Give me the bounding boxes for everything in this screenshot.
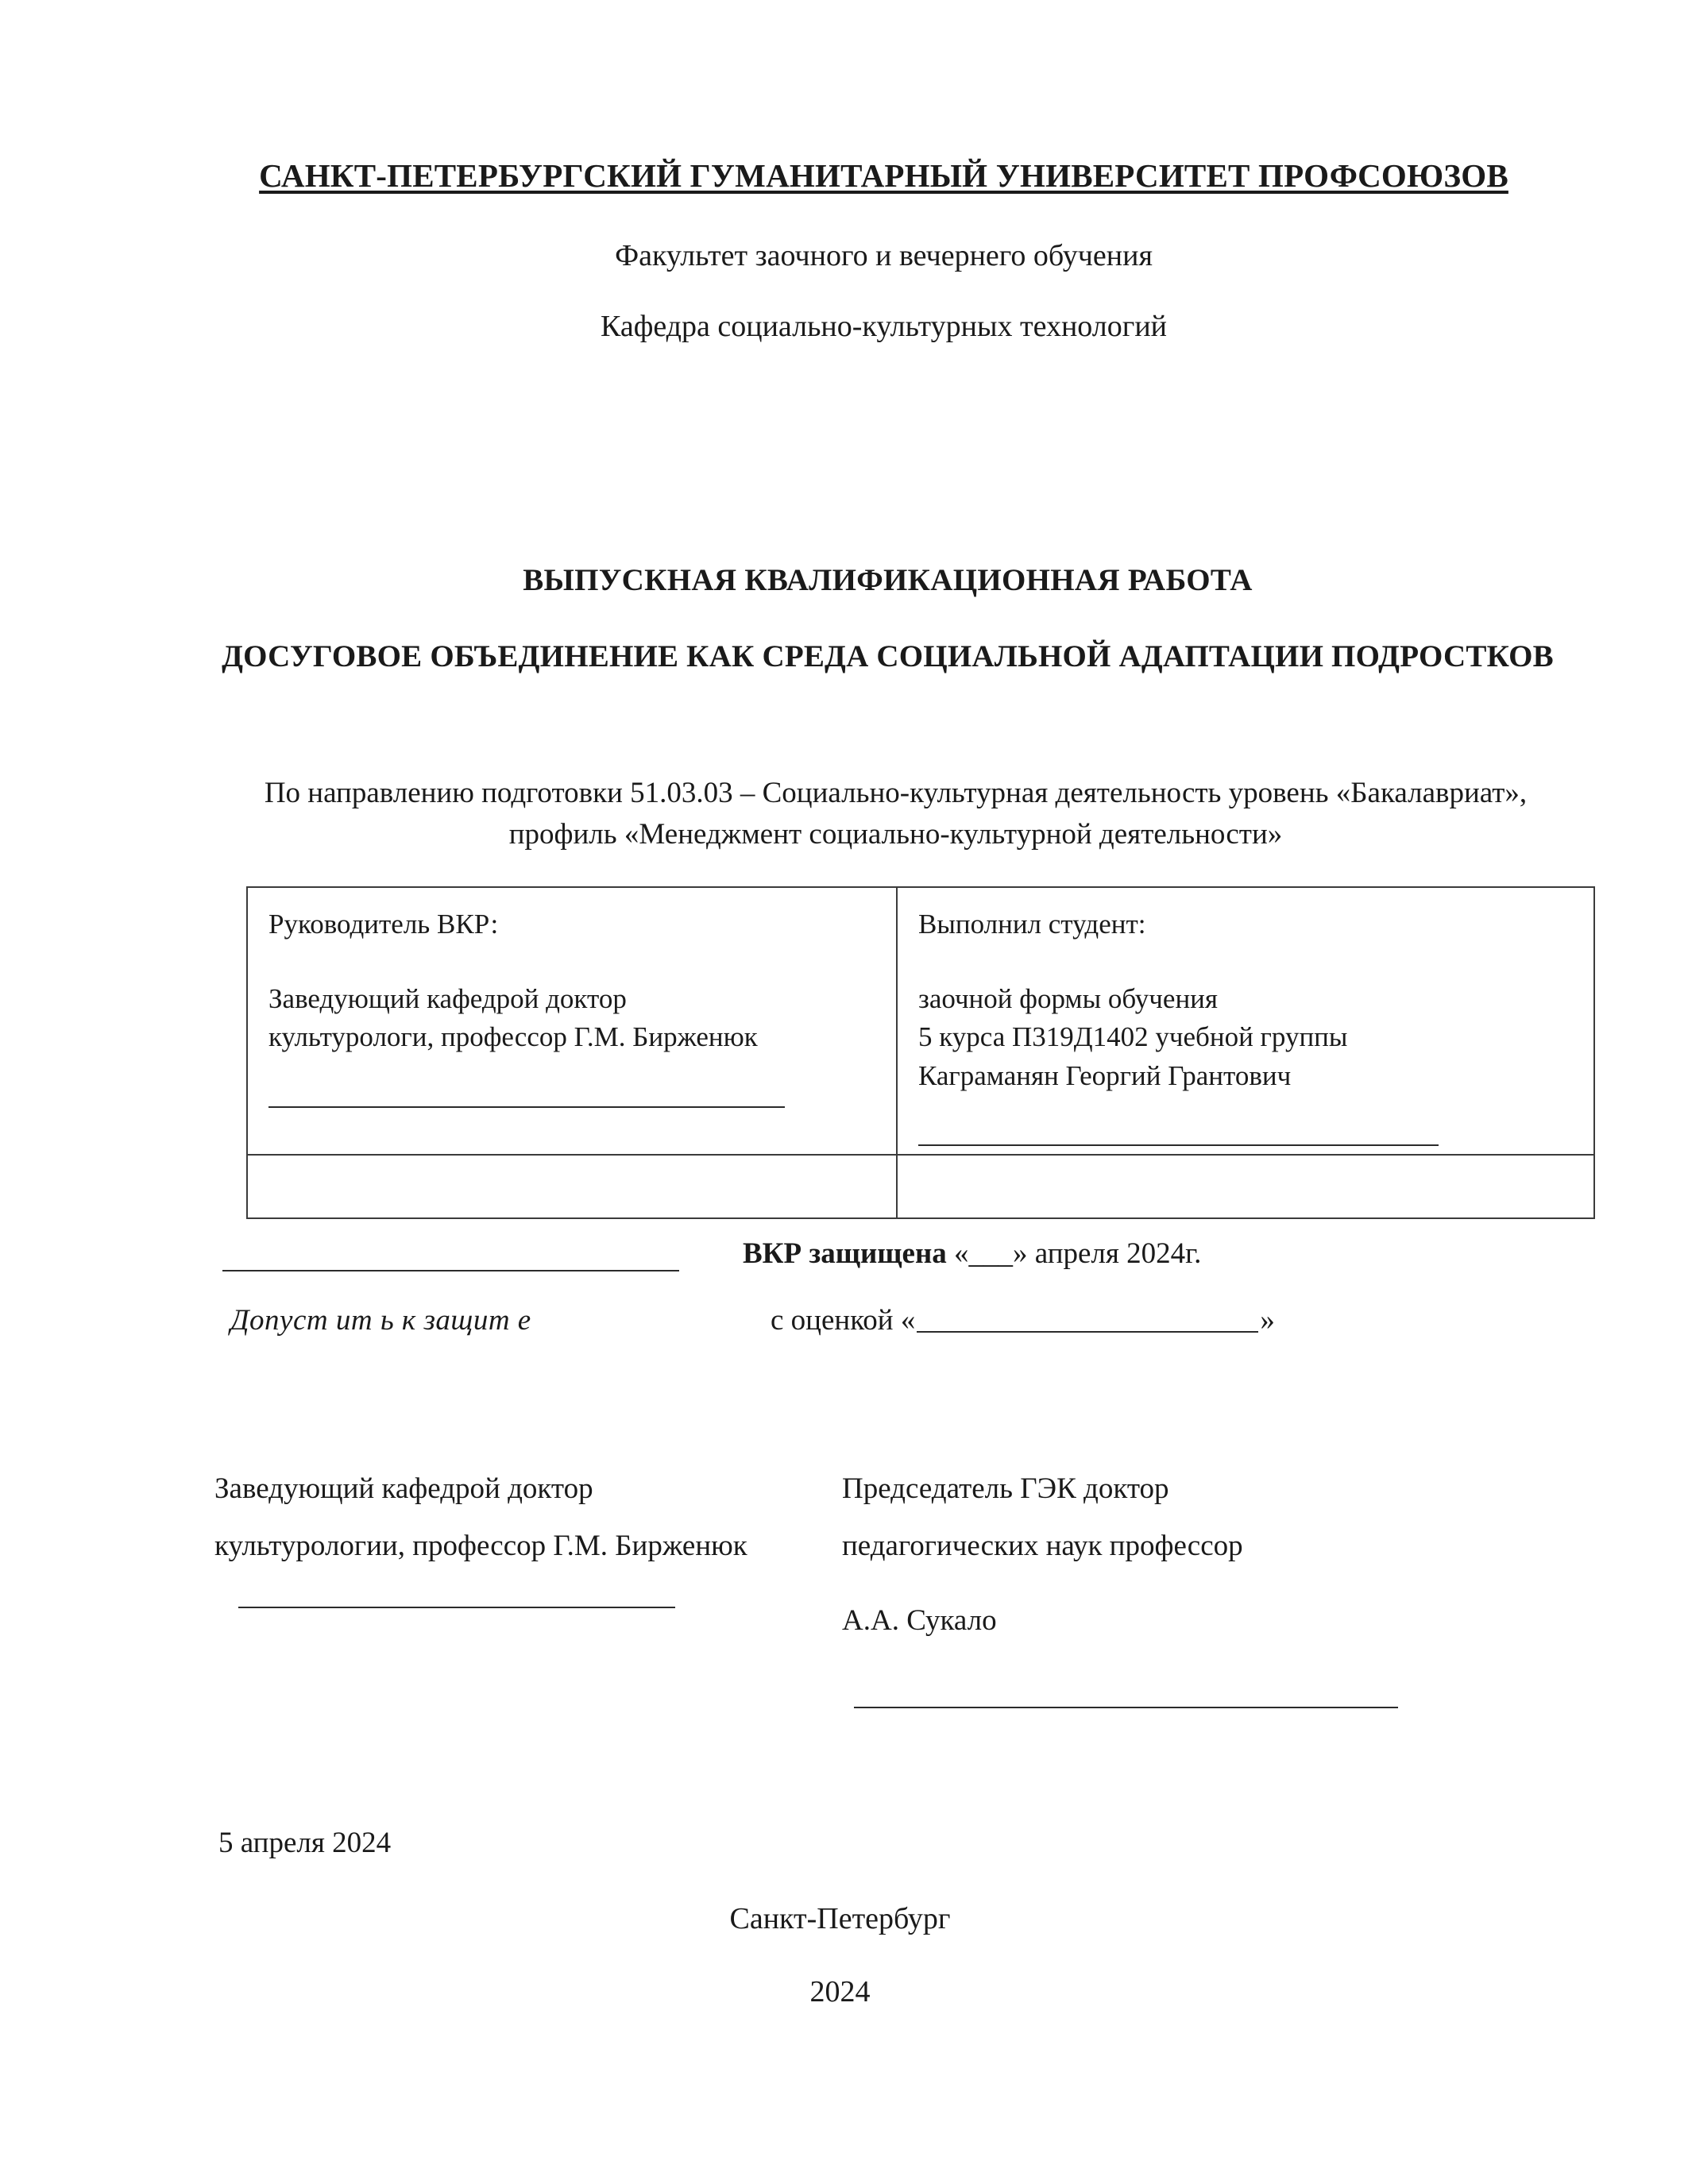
student-empty-cell: [897, 1155, 1594, 1218]
city: Санкт-Петербург: [729, 1902, 951, 1936]
admit-row: [214, 1303, 1569, 1373]
department-line: Кафедра социально-культурных технологий: [600, 310, 1168, 344]
right-signature-line: [854, 1707, 1398, 1708]
signature-table: [246, 886, 1595, 1219]
defense-row: [214, 1237, 1569, 1295]
defense-label: ВКР защищена: [743, 1237, 955, 1271]
work-type-heading: ВЫПУСКНАЯ КВАЛИФИКАЦИОННАЯ РАБОТА: [523, 563, 1253, 598]
defense-date: «___» апреля 2024г.: [954, 1237, 1202, 1271]
mark-blank-line: [917, 1307, 1258, 1333]
faculty-line: Факультет заочного и вечернего обучения: [615, 239, 1153, 273]
student-line1: заочной формы обучения: [918, 983, 1219, 1015]
defense-blank-line: [222, 1270, 679, 1271]
year: 2024: [809, 1975, 871, 2009]
left-line1: Заведующий кафедрой доктор: [214, 1472, 593, 1506]
left-signature-line: [238, 1607, 675, 1608]
student-line3: Каграманян Георгий Грантович: [918, 1059, 1292, 1091]
table-row-empty: [247, 1155, 1594, 1218]
student-line2: 5 курса П319Д1402 учебной группы: [918, 1021, 1348, 1053]
supervisor-empty-cell: [247, 1155, 897, 1218]
work-title: ДОСУГОВОЕ ОБЪЕДИНЕНИЕ КАК СРЕДА СОЦИАЛЬНОЙ АДАПТАЦИИ ПОДРОСТКОВ: [222, 639, 1554, 674]
direction-of-study: По направлению подготовки 51.03.03 – Социально-культурная деятельность уровень «Бакалавриат», профиль «Менеджмент социально-культурной деятельности»: [264, 776, 1528, 851]
supervisor-name-line2: культурологи, профессор Г.М. Бирженюк: [268, 1021, 758, 1053]
left-line2: культурологии, профессор Г.М. Бирженюк: [214, 1530, 747, 1563]
right-line2: педагогических наук профессор: [842, 1530, 1243, 1563]
student-signature-line: [918, 1144, 1439, 1146]
mark-prefix: с оценкой «: [771, 1304, 916, 1337]
student-heading: Выполнил студент:: [918, 908, 1146, 940]
mark-text: [771, 1303, 1275, 1337]
supervisor-cell: [247, 887, 897, 1155]
supervisor-name-line1: Заведующий кафедрой доктор: [268, 983, 627, 1015]
admit-text: Допуст ит ь к защит е: [230, 1304, 531, 1337]
supervisor-heading: Руководитель ВКР:: [268, 908, 499, 940]
right-signature-block: [842, 1461, 1446, 1708]
table-row: [247, 887, 1594, 1155]
supervisor-signature-line: [268, 1106, 785, 1108]
university-title-text: САНКТ-ПЕТЕРБУРГСКИЙ ГУМАНИТАРНЫЙ УНИВЕРСИТЕТ ПРОФСОЮЗОВ: [259, 157, 1508, 194]
right-name: А.А. Сукало: [842, 1604, 997, 1638]
bottom-signatures: [214, 1461, 1569, 1802]
document-date: 5 апреля 2024: [218, 1827, 392, 1860]
university-title: [222, 155, 1545, 197]
mark-suffix: »: [1260, 1304, 1275, 1337]
right-line1: Председатель ГЭК доктор: [842, 1472, 1169, 1506]
student-cell: [897, 887, 1594, 1155]
left-signature-block: [214, 1461, 874, 1608]
defense-text: [743, 1237, 1201, 1271]
